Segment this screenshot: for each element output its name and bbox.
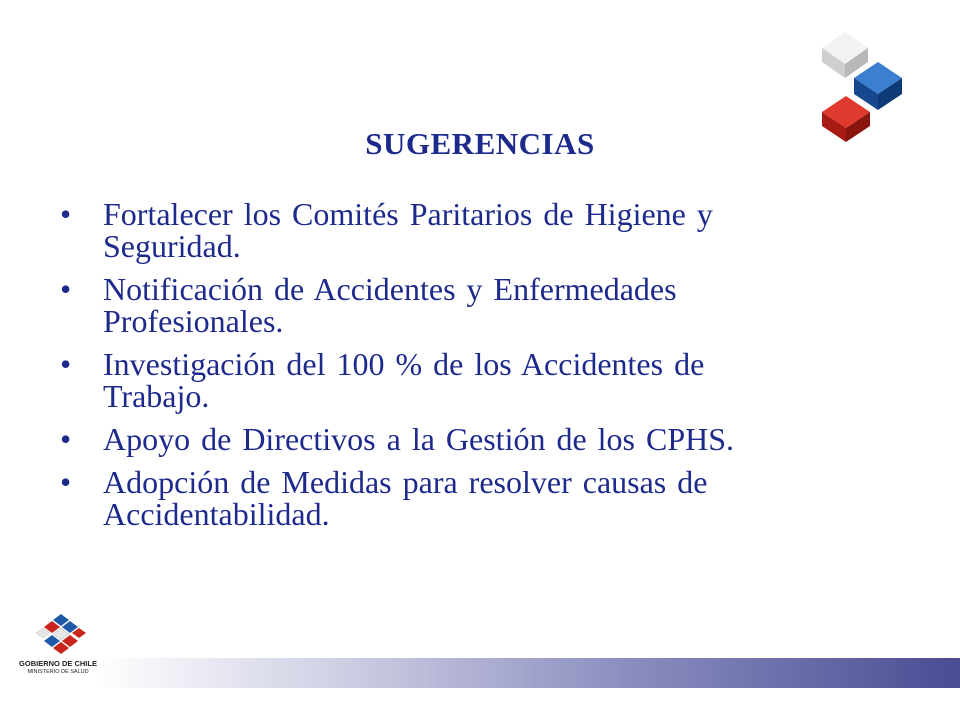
list-item	[60, 466, 820, 530]
org-name: GOBIERNO DE CHILE	[19, 659, 97, 668]
bullet-icon: •	[60, 271, 72, 307]
bullet-text-line: Fortalecer los Comités Paritarios de Higiene y	[103, 196, 713, 232]
slide-title: SUGERENCIAS	[365, 126, 595, 161]
bullet-icon: •	[60, 196, 72, 232]
ministry-name: MINISTERIO DE SALUD	[27, 669, 89, 675]
bullet-text-line: Trabajo.	[103, 378, 210, 414]
list-item	[60, 348, 820, 412]
gobierno-de-chile-logo-icon	[36, 612, 86, 658]
bullet-icon: •	[60, 421, 72, 457]
bullet-text-line: Seguridad.	[103, 228, 241, 264]
bullet-text-line: Adopción de Medidas para resolver causas de	[103, 464, 708, 500]
list-item	[60, 423, 820, 455]
bullet-text-line: Accidentabilidad.	[103, 496, 330, 532]
footer-band	[0, 658, 960, 688]
gov-text	[8, 660, 108, 676]
bullet-icon: •	[60, 346, 72, 382]
bullet-list	[60, 198, 820, 541]
bullet-text-line: Investigación del 100 % de los Accidentes de	[103, 346, 705, 382]
list-item	[60, 273, 820, 337]
list-item	[60, 198, 820, 262]
bullet-text-line: Apoyo de Directivos a la Gestión de los CPHS.	[103, 421, 735, 457]
bullet-text-line: Profesionales.	[103, 303, 284, 339]
bullet-text-line: Notificación de Accidentes y Enfermedades	[103, 271, 677, 307]
bullet-icon: •	[60, 464, 72, 500]
